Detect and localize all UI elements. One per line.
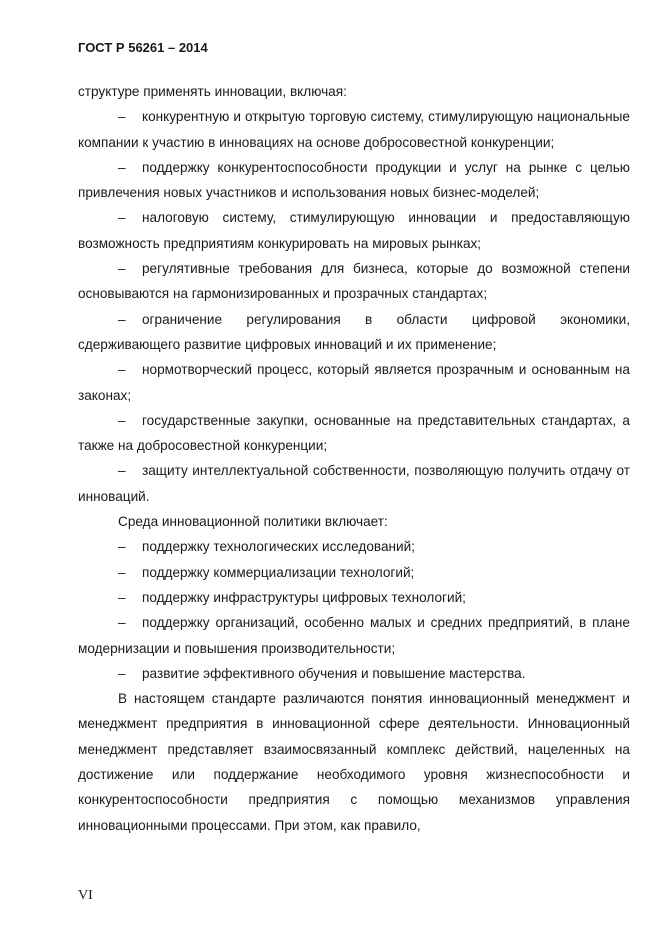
list-item xyxy=(78,585,630,610)
list-dash: – xyxy=(118,539,126,555)
list-dash: – xyxy=(118,109,126,125)
list-item xyxy=(78,458,630,509)
list-item-text: поддержку организаций, особенно малых и средних предприятий, в плане модернизации и повышения производительности; xyxy=(78,615,630,656)
list-dash: – xyxy=(118,589,126,605)
list-item-text: нормотворческий процесс, который является прозрачным и основанным на законах; xyxy=(78,362,630,403)
list-dash: – xyxy=(118,564,126,580)
list-dash: – xyxy=(118,412,126,428)
management-paragraph: В настоящем стандарте различаются понятия инновационный менеджмент и менеджмент предприятия в инновационной сфере деятельности. Инновационный менеджмент представляет взаимосвязанный комплекс действий, нацеленных на достижение или поддержание необходимого уровня жизнеспособности и конкурентоспособности предприятия с помощью механизмов управления инновационными процессами. При этом, как правило, xyxy=(78,691,630,833)
list-dash: – xyxy=(118,665,126,681)
list-item xyxy=(78,256,630,307)
list-item-text: поддержку коммерциализации технологий; xyxy=(142,564,415,580)
list-item xyxy=(78,610,630,661)
list-item-text: поддержку инфраструктуры цифровых технологий; xyxy=(142,589,466,605)
list-dash: – xyxy=(118,463,126,479)
list-item xyxy=(78,104,630,155)
list-item xyxy=(78,534,630,559)
intro-paragraph: структуре применять инновации, включая: xyxy=(78,84,347,99)
list-dash: – xyxy=(118,311,126,327)
list-item-text: поддержку конкурентоспособности продукции и услуг на рынке с целью привлечения новых участников и использования новых бизнес-моделей; xyxy=(78,159,630,201)
list-item-text: развитие эффективного обучения и повышение мастерства. xyxy=(142,665,526,681)
list-item-text: регулятивные требования для бизнеса, которые до возможной степени основываются на гармонизированных и прозрачных стандартах; xyxy=(78,261,630,302)
page-number: VI xyxy=(78,888,93,903)
list-item xyxy=(78,560,630,585)
list-item-text: конкурентную и открытую торговую систему, стимулирующую национальные компании к участию в инновациях на основе добросовестной конкуренции; xyxy=(78,109,630,150)
document-body xyxy=(78,79,630,838)
document-header: ГОСТ Р 56261 – 2014 xyxy=(78,40,208,55)
list-item-text: государственные закупки, основанные на представительных стандартах, а также на добросовестной конкуренции; xyxy=(78,412,630,454)
list-item xyxy=(78,357,630,408)
list-item xyxy=(78,205,630,256)
list-dash: – xyxy=(118,210,126,226)
list-item-text: налоговую систему, стимулирующую инновации и предоставляющую возможность предприятиям конкурировать на мировых рынках; xyxy=(78,210,630,251)
environment-list xyxy=(78,534,630,686)
environment-paragraph: Среда инновационной политики включает: xyxy=(118,514,388,530)
list-dash: – xyxy=(118,159,126,175)
list-item xyxy=(78,155,630,206)
list-dash: – xyxy=(118,615,126,631)
list-dash: – xyxy=(118,261,126,277)
list-item xyxy=(78,661,630,686)
list-item-text: ограничение регулирования в области цифровой экономики, сдерживающего развитие цифровых инноваций и их применение; xyxy=(78,311,630,352)
list-item-text: защиту интеллектуальной собственности, позволяющую получить отдачу от инноваций. xyxy=(78,463,630,504)
list-item xyxy=(78,307,630,358)
list-item xyxy=(78,408,630,459)
list-dash: – xyxy=(118,362,126,378)
policy-list xyxy=(78,104,630,509)
list-item-text: поддержку технологических исследований; xyxy=(142,539,415,555)
